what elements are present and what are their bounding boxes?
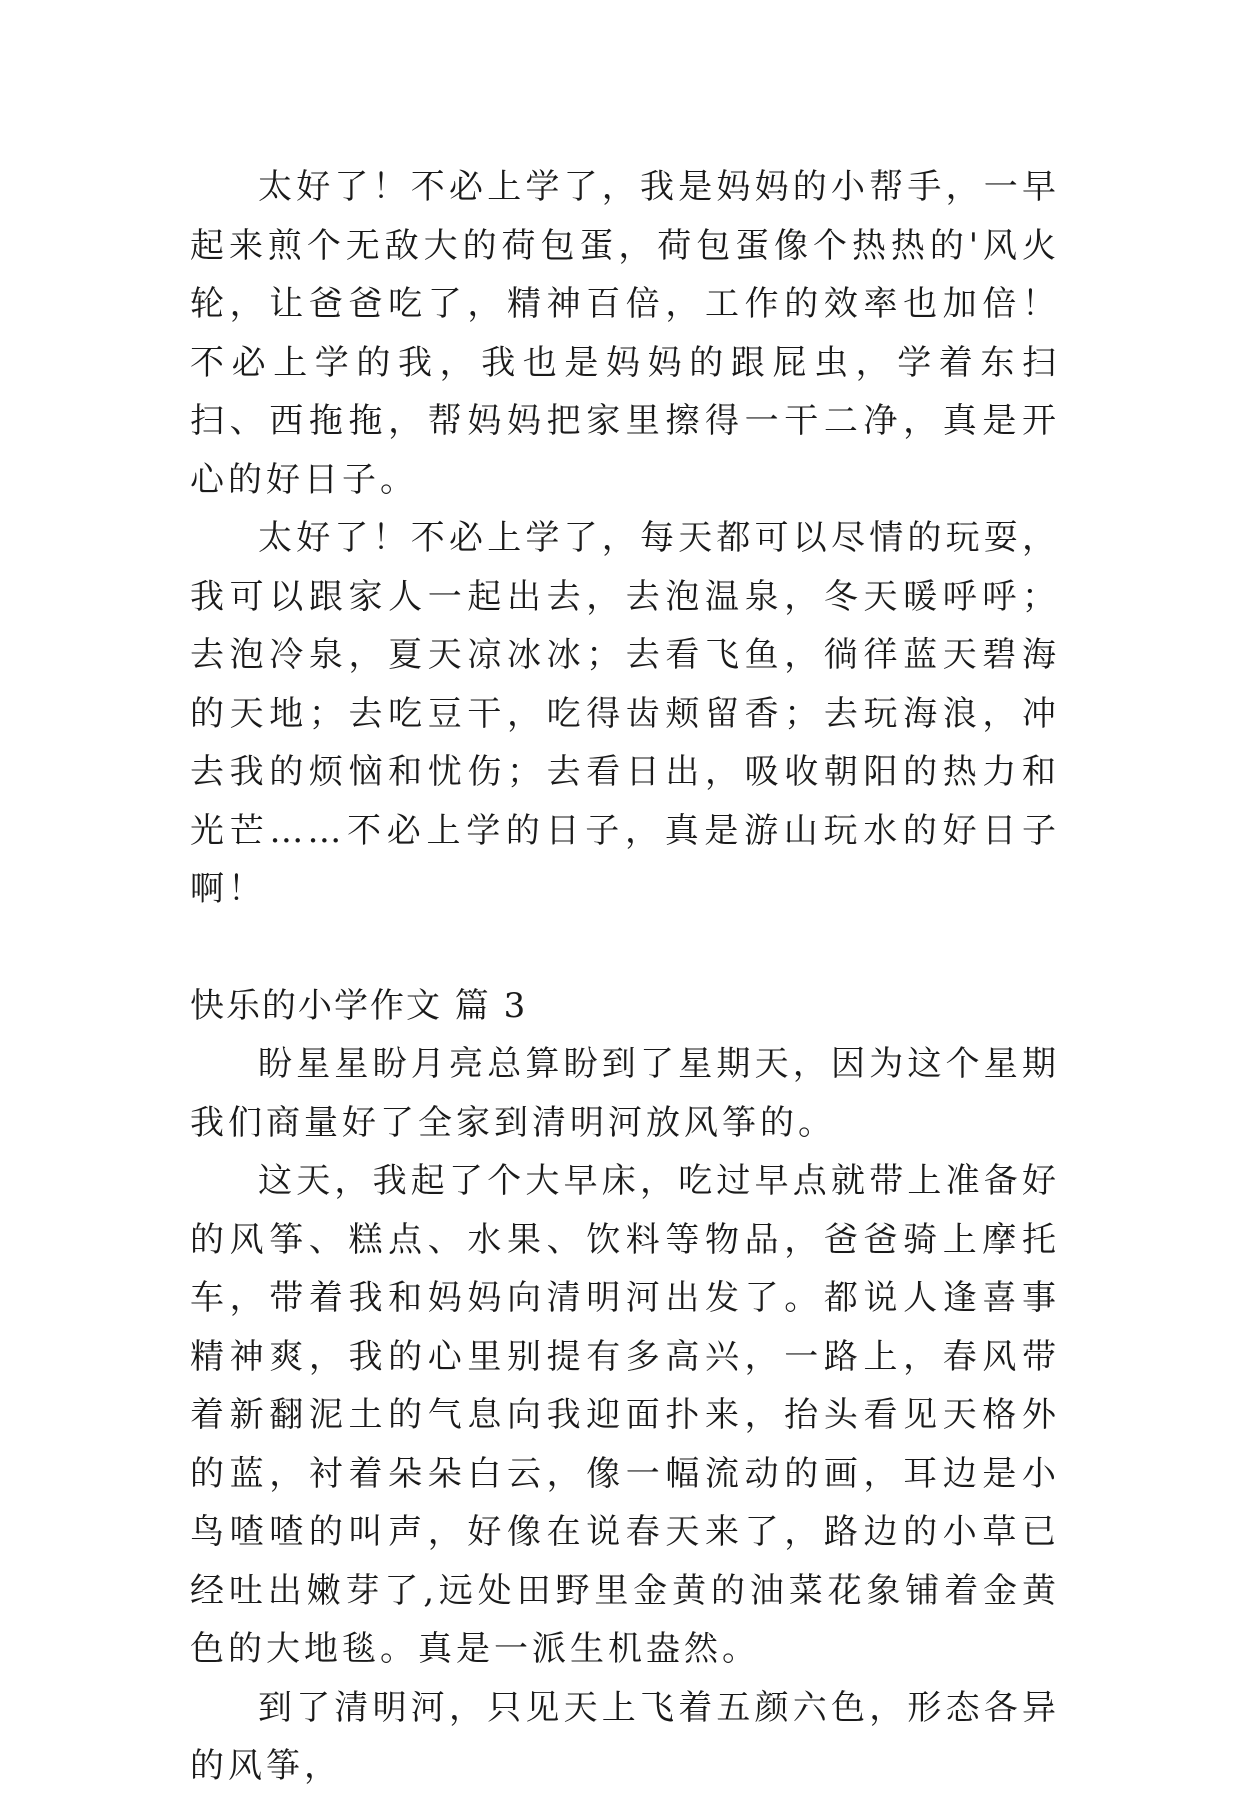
paragraph-arrival-kites: 到了清明河，只见天上飞着五颜六色，形态各异的风筝， (190, 1687, 1060, 1786)
document-page (190, 158, 1060, 1796)
paragraph-sunday-plan: 盼星星盼月亮总算盼到了星期天，因为这个星期我们商量好了全家到清明河放风筝的。 (190, 1044, 1060, 1143)
section-spacer (190, 919, 1060, 977)
paragraph-trip-to-river: 这天，我起了个大早床，吃过早点就带上准备好的风筝、糕点、水果、饮料等物品，爸爸骑上摩托车，带着我和妈妈向清明河出发了。都说人逢喜事精神爽，我的心里别提有多高兴，一路上，春风带着新翻泥土的气息向我迎面扑来，抬头看见天格外的蓝，衬着朵朵白云，像一幅流动的画，耳边是小鸟喳喳的叫声，好像在说春天来了，路边的小草已经吐出嫩芽了,远处田野里金黄的油菜花象铺着金黄色的大地毯。真是一派生机盎然。 (190, 1161, 1060, 1669)
section-heading: 快乐的小学作文 篇 3 (190, 985, 528, 1026)
paragraph-breakfast-helper: 太好了！不必上学了，我是妈妈的小帮手，一早起来煎个无敌大的荷包蛋，荷包蛋像个热热的'风火轮，让爸爸吃了，精神百倍，工作的效率也加倍！不必上学的我，我也是妈妈的跟屁虫，学着东扫扫、西拖拖，帮妈妈把家里擦得一干二净，真是开心的好日子。 (190, 167, 1060, 500)
paragraph-playing-outings: 太好了！不必上学了，每天都可以尽情的玩耍，我可以跟家人一起出去，去泡温泉，冬天暖呼呼；去泡冷泉，夏天凉冰冰；去看飞鱼，徜徉蓝天碧海的天地；去吃豆干，吃得齿颊留香；去玩海浪，冲去我的烦恼和忧伤；去看日出，吸收朝阳的热力和光芒……不必上学的日子，真是游山玩水的好日子啊！ (190, 518, 1060, 909)
